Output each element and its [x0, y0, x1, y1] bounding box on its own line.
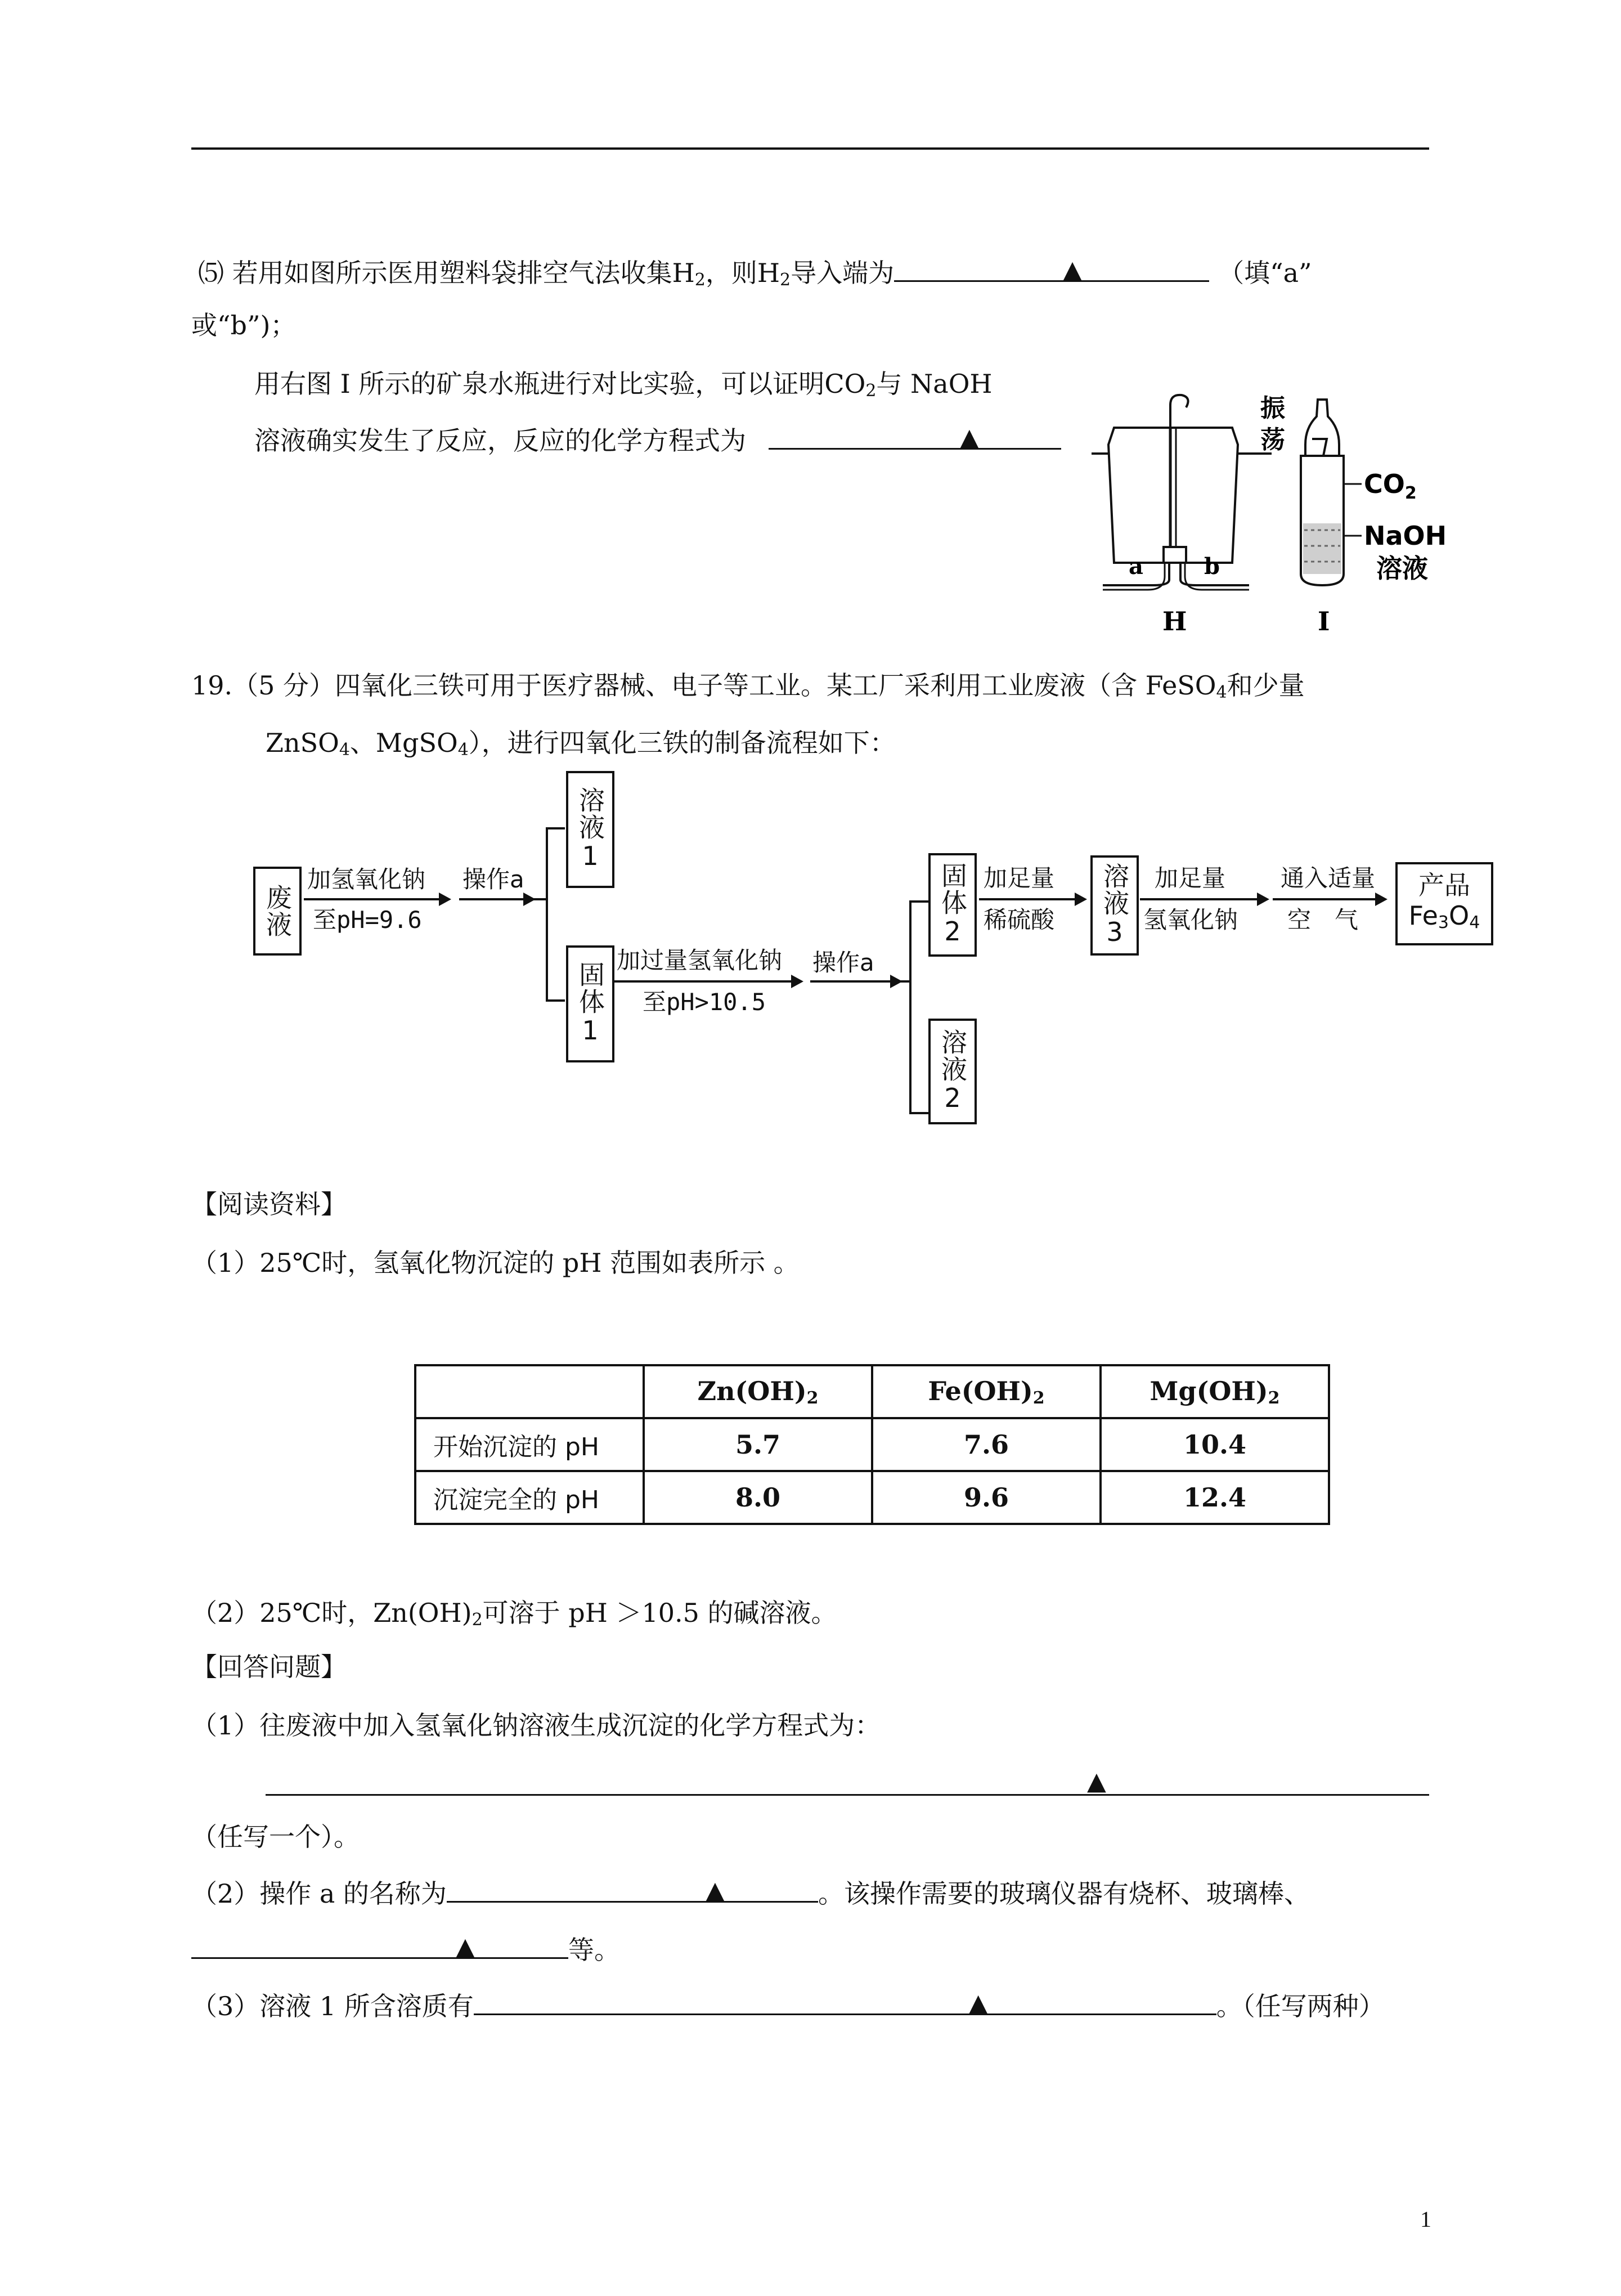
answer-q2 [191, 1876, 1310, 1911]
answer-text: 。（任写两种） [1216, 1991, 1385, 2021]
label-b: b [1204, 553, 1220, 580]
label-I: I [1318, 606, 1330, 636]
q5-text: （填“a” [1218, 258, 1312, 288]
box-text: 产品 [1418, 869, 1470, 900]
q5-line3 [254, 367, 993, 408]
q19-text: 和少量 [1227, 670, 1305, 701]
reading-heading: 【阅读资料】 [191, 1189, 347, 1219]
subscript: 2 [1032, 1388, 1045, 1408]
reading-item2 [191, 1596, 837, 1637]
step1-top: 加氢氧化钠 [307, 866, 426, 893]
q19-line2 [266, 726, 896, 767]
formula-part: Mg(OH) [1149, 1375, 1268, 1406]
answer-blank-q3[interactable] [474, 1989, 1216, 2015]
page-number: 1 [1420, 2207, 1431, 2232]
triangle-marker: ▲ [456, 1932, 475, 1961]
box-solution2 [928, 1019, 977, 1124]
box-solution3 [1090, 855, 1139, 956]
q5-line1 [198, 255, 1312, 297]
naoh-label: NaOH [1364, 521, 1447, 551]
subscript: 2 [779, 270, 791, 290]
arrow [810, 980, 899, 983]
q19-text: ZnSO [266, 728, 339, 758]
box-text [1409, 900, 1480, 938]
box-text: 溶液1 [575, 787, 605, 872]
branch-line [546, 827, 548, 1002]
table-header-row [415, 1365, 1329, 1418]
formula-part: O [1449, 900, 1470, 931]
q5-text: ⑸ 若用如图所示医用塑料袋排空气法收集H [198, 258, 695, 288]
arrow [304, 898, 448, 900]
subscript: 4 [339, 740, 350, 760]
op-a-1: 操作a [462, 866, 524, 893]
branch-line [546, 827, 565, 829]
answer-text: 。该操作需要的玻璃仪器有烧杯、玻璃棒、 [818, 1878, 1310, 1909]
branch-line [909, 900, 911, 1114]
table-row [415, 1471, 1329, 1524]
box-solution1 [566, 771, 614, 888]
table-row [415, 1418, 1329, 1471]
q5-text: ，则H [705, 258, 780, 288]
answer-text: 等。 [568, 1935, 620, 1965]
answer-q2-line2 [191, 1932, 620, 1967]
table-cell: 9.6 [872, 1471, 1101, 1524]
subscript: 4 [1469, 912, 1480, 932]
box-text: 固体2 [937, 862, 968, 948]
triangle-marker: ▲ [1087, 1767, 1106, 1796]
branch-line [909, 900, 930, 903]
branch-line [909, 1112, 930, 1114]
q5-line2: 或“b”)； [191, 310, 297, 340]
q5-line4 [254, 423, 1061, 458]
process-flowchart [248, 765, 1485, 1114]
q19-text: 19.（5 分）四氧化三铁可用于医疗器械、电子等工业。某工厂采利用工业废液（含 FeSO [191, 670, 1216, 701]
q5-text: 溶液确实发生了反应，反应的化学方程式为 [254, 425, 746, 456]
box-solid2 [928, 853, 977, 957]
step3-bottom: 稀硫酸 [984, 906, 1055, 934]
arrow [459, 898, 532, 900]
formula-part: Fe(OH) [928, 1375, 1033, 1406]
box-solid1 [566, 945, 614, 1062]
plastic-bag-H [1103, 395, 1249, 636]
step2-top: 加过量氢氧化钠 [617, 947, 783, 974]
table-cell: 5.7 [644, 1418, 872, 1471]
step1-bottom: 至pH=9.6 [313, 906, 422, 934]
reading-item1: （1）25℃时，氢氧化物沉淀的 pH 范围如表所示 。 [191, 1248, 800, 1278]
table-header-cell [1101, 1365, 1329, 1418]
answer-text: （2）操作 a 的名称为 [191, 1878, 447, 1909]
table-cell: 8.0 [644, 1471, 872, 1524]
q19-text: ），进行四氧化三铁的制备流程如下： [468, 728, 896, 758]
q19-text: 、MgSO [349, 728, 458, 758]
box-text: 溶液2 [937, 1029, 968, 1114]
answer-text: （3）溶液 1 所含溶质有 [191, 1991, 474, 2021]
subscript: 2 [865, 381, 877, 401]
label-a: a [1129, 553, 1143, 580]
shake-label: 振 [1260, 394, 1285, 423]
shake-label: 荡 [1260, 425, 1285, 454]
answer-blank-q5a[interactable] [894, 255, 1209, 282]
step3-top: 加足量 [984, 864, 1055, 892]
arrow [1140, 898, 1266, 900]
table-header-cell [644, 1365, 872, 1418]
answer-blank-q2a[interactable] [447, 1876, 818, 1903]
box-text: 废液 [262, 884, 293, 938]
step2-bottom: 至pH>10.5 [643, 988, 766, 1016]
q19-line1 [191, 669, 1305, 710]
table-cell: 10.4 [1101, 1418, 1329, 1471]
arrow [1273, 898, 1384, 900]
step5-bottom: 空 气 [1287, 906, 1359, 934]
step4-bottom: 氢氧化钠 [1143, 906, 1238, 934]
subscript: 4 [457, 740, 469, 760]
answer-blank-q2b[interactable] [191, 1932, 568, 1959]
ph-table [414, 1364, 1330, 1525]
hook-icon [1170, 395, 1188, 428]
triangle-marker: ▲ [968, 1989, 988, 2017]
answer-q1: （1）往废液中加入氢氧化钠溶液生成沉淀的化学方程式为： [191, 1710, 881, 1741]
q5-text: 用右图 I 所示的矿泉水瓶进行对比实验，可以证明CO [254, 369, 866, 399]
header-rule [191, 147, 1429, 150]
subscript: 4 [1216, 683, 1227, 702]
row-label: 开始沉淀的 pH [415, 1418, 644, 1471]
subscript: 2 [472, 1610, 483, 1630]
op-a-2: 操作a [812, 949, 874, 976]
box-text: 固体1 [575, 961, 605, 1047]
label-H: H [1162, 606, 1187, 636]
formula-part: Zn(OH) [697, 1375, 807, 1406]
q5-text: 导入端为 [791, 258, 895, 288]
answers-heading: 【回答问题】 [191, 1652, 347, 1682]
table-cell: 7.6 [872, 1418, 1101, 1471]
box-product [1395, 862, 1493, 945]
solution-label: 溶液 [1376, 553, 1428, 584]
step4-top: 加足量 [1155, 864, 1226, 892]
co2-label: $CO_2$ [1364, 469, 1417, 503]
q5-text: 与 NaOH [876, 369, 993, 399]
branch-line [529, 898, 548, 900]
box-waste [253, 867, 302, 956]
answer-blank-q1[interactable] [266, 1769, 1429, 1796]
table-cell: 12.4 [1101, 1471, 1329, 1524]
formula-part: Fe [1408, 900, 1438, 931]
branch-line [897, 980, 911, 983]
branch-line [546, 999, 565, 1002]
answer-blank-q5b[interactable] [769, 423, 1061, 450]
figure-bag-and-bottle [1092, 383, 1497, 647]
table-header-cell [872, 1365, 1101, 1418]
step5-top: 通入适量 [1281, 864, 1376, 892]
triangle-marker: ▲ [705, 1876, 725, 1905]
answer-q3 [191, 1989, 1385, 2023]
reading-text: （2）25℃时，Zn(OH) [191, 1598, 472, 1628]
subscript: 3 [1438, 912, 1449, 932]
triangle-marker: ▲ [960, 423, 979, 452]
subscript: 2 [694, 270, 706, 290]
reading-text: 可溶于 pH ＞10.5 的碱溶液。 [482, 1598, 837, 1628]
subscript: 2 [1268, 1388, 1280, 1408]
row-label: 沉淀完全的 pH [415, 1471, 644, 1524]
subscript: 2 [806, 1388, 819, 1408]
box-text: 溶液3 [1099, 863, 1130, 948]
mineral-bottle-I [1260, 394, 1447, 636]
answer-q1-tail: （任写一个）。 [191, 1822, 360, 1852]
arrow [979, 898, 1084, 900]
table-cell [415, 1365, 644, 1418]
arrow [613, 980, 800, 983]
triangle-marker: ▲ [1063, 255, 1082, 284]
